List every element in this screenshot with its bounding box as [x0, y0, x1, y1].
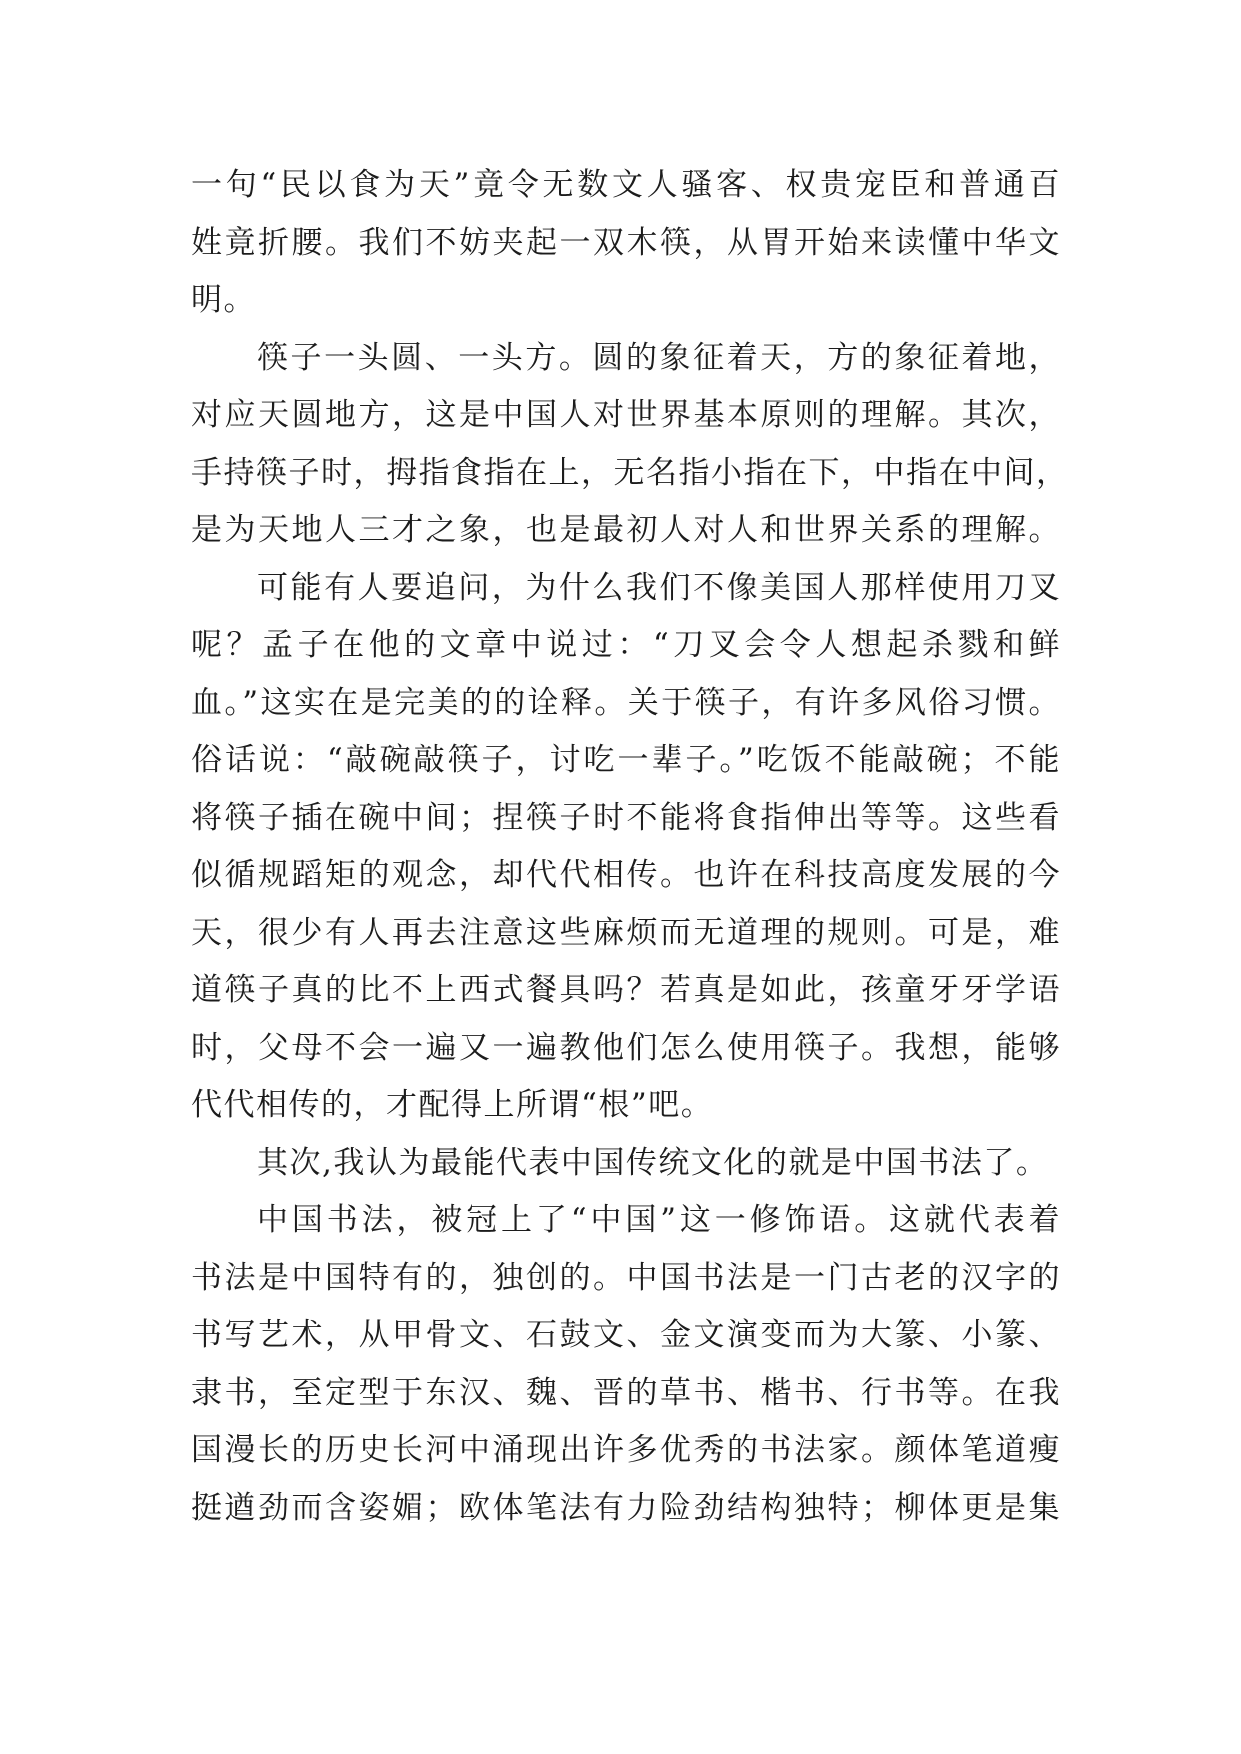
text-line: 一句“民以食为天”竟令无数文人骚客、权贵宠臣和普通百: [191, 167, 1061, 203]
text-line: 中国书法，被冠上了“中国”这一修饰语。这就代表着: [257, 1202, 1061, 1238]
text-line: 时，父母不会一遍又一遍教他们怎么使用筷子。我想，能够: [191, 1029, 1061, 1066]
text-line: 呢？孟子在他的文章中说过：“刀叉会令人想起杀戮和鲜: [191, 627, 1061, 663]
text-line: 筷子一头圆、一头方。圆的象征着天，方的象征着地，: [257, 339, 1061, 376]
paragraph-1: [191, 157, 1061, 330]
text-line: 对应天圆地方，这是中国人对世界基本原则的理解。其次，: [191, 397, 1061, 433]
paragraph-3: [191, 560, 1061, 1135]
text-line: 是为天地人三才之象，也是最初人对人和世界关系的理解。: [191, 512, 1061, 548]
text-line: 手持筷子时，拇指食指在上，无名指小指在下，中指在中间，: [191, 454, 1069, 491]
text-line: 挺遒劲而含姿媚；欧体笔法有力险劲结构独特；柳体更是集: [191, 1489, 1061, 1526]
body-text: [191, 157, 1069, 1537]
text-line: 国漫长的历史长河中涌现出许多优秀的书法家。颜体笔道瘦: [191, 1432, 1061, 1468]
text-line: 可能有人要追问，为什么我们不像美国人那样使用刀叉: [257, 569, 1061, 606]
text-line: 书法是中国特有的，独创的。中国书法是一门古老的汉字的: [191, 1259, 1061, 1296]
paragraph-2: [191, 330, 1069, 560]
text-line: 隶书，至定型于东汉、魏、晋的草书、楷书、行书等。在我: [191, 1374, 1061, 1411]
paragraph-4: [191, 1135, 1061, 1193]
text-line: 道筷子真的比不上西式餐具吗？若真是如此，孩童牙牙学语: [191, 972, 1061, 1008]
paragraph-5: [191, 1192, 1061, 1537]
text-line: 血。”这实在是完美的的诠释。关于筷子，有许多风俗习惯。: [191, 684, 1061, 721]
text-line: 似循规蹈矩的观念，却代代相传。也许在科技高度发展的今: [191, 857, 1061, 893]
text-line: 明。: [191, 282, 256, 318]
text-line: 将筷子插在碗中间；捏筷子时不能将食指伸出等等。这些看: [191, 799, 1061, 836]
text-line: 其次,我认为最能代表中国传统文化的就是中国书法了。: [257, 1144, 1049, 1181]
text-line: 俗话说：“敲碗敲筷子，讨吃一辈子。”吃饭不能敲碗；不能: [191, 742, 1061, 778]
text-line: 书写艺术，从甲骨文、石鼓文、金文演变而为大篆、小篆、: [191, 1317, 1061, 1353]
text-line: 姓竟折腰。我们不妨夹起一双木筷，从胃开始来读懂中华文: [191, 224, 1061, 261]
text-line: 天，很少有人再去注意这些麻烦而无道理的规则。可是，难: [191, 914, 1061, 951]
text-line: 代代相传的，才配得上所谓“根”吧。: [191, 1087, 714, 1123]
